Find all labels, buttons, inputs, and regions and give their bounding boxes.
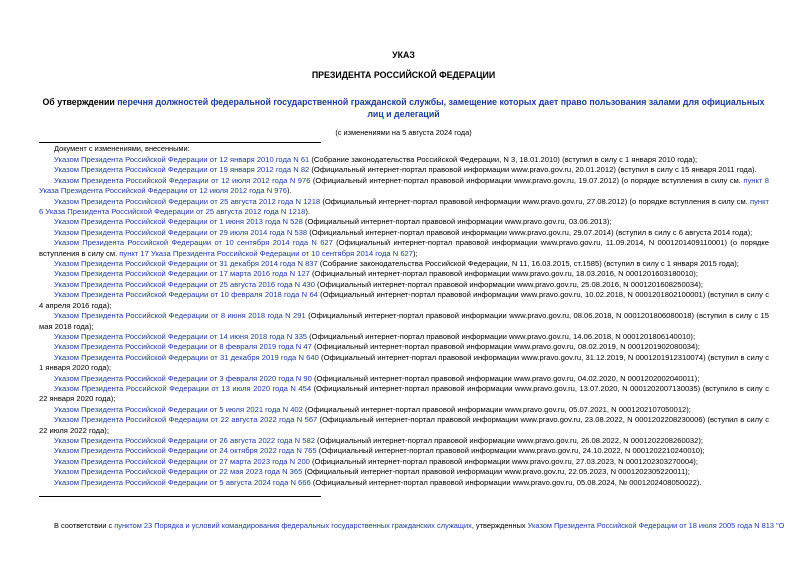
preamble-link-1[interactable]: пунктом 23 Порядка и условий командирования федеральных государственных гражданских служащих (114, 521, 472, 530)
amendment-link[interactable]: Указом Президента Российской Федерации от 31 декабря 2014 года N 837 (54, 259, 318, 269)
amendment-link[interactable]: Указом Президента Российской Федерации от 10 сентября 2014 года N 627 (54, 238, 333, 248)
amendment-link[interactable]: Указом Президента Российской Федерации от 3 февраля 2020 года N 90 (54, 373, 312, 383)
amendment-link[interactable]: Указом Президента Российской Федерации от 1 июня 2013 года N 528 (54, 217, 303, 227)
amendment-source: (Официальный интернет-портал правовой информации www.pravo.gov.ru, 24.10.2022, N 0001202210240010); (316, 446, 705, 456)
title-prefix: Об утверждении (42, 97, 118, 107)
amendment-link[interactable]: Указом Президента Российской Федерации от 17 марта 2016 года N 127 (54, 269, 310, 279)
preamble-text-2: , утвержденных (471, 521, 528, 530)
amendment-source: (Официальный интернет-портал правовой информации www.pravo.gov.ru, 08.02.2019, N 0001201902080034); (311, 342, 700, 352)
decree-issuer: ПРЕЗИДЕНТА РОССИЙСКОЙ ФЕДЕРАЦИИ (311, 70, 496, 80)
amendment-source: (Официальный интернет-портал правовой информации www.pravo.gov.ru, 20.01.2012) (вступил в силу с 15 января 2011 года). (309, 165, 757, 175)
document-title (36, 97, 771, 120)
amendment-item (39, 353, 769, 374)
amendment-source: (Официальный интернет-портал правовой информации www.pravo.gov.ru, 23.08.2022, N 0001202208230006) (вступил в силу с 22 июля 2022 года); (39, 415, 769, 435)
decree-heading: УКАЗ (392, 50, 415, 60)
amendment-link[interactable]: Указом Президента Российской Федерации от 5 июля 2021 года N 402 (54, 404, 303, 414)
amendment-link[interactable]: Указом Президента Российской Федерации от 8 июня 2018 года N 291 (54, 311, 306, 321)
amendment-link[interactable]: Указом Президента Российской Федерации от 22 августа 2022 года N 567 (54, 415, 318, 425)
amendment-link[interactable]: Указом Президента Российской Федерации от 13 июля 2020 года N 454 (54, 383, 312, 393)
amendment-item (39, 436, 769, 446)
amendment-link[interactable]: Указом Президента Российской Федерации от 25 августа 2016 года N 430 (54, 279, 315, 289)
amendment-link[interactable]: Указом Президента Российской Федерации от 29 июля 2014 года N 538 (54, 227, 308, 237)
amendment-source: (Официальный интернет-портал правовой информации www.pravo.gov.ru, 05.08.2024, № 0001202408050022). (310, 477, 702, 487)
amendment-item (39, 415, 769, 436)
amendment-source: (Официальный интернет-портал правовой информации www.pravo.gov.ru, 04.02.2020, N 0001202002040011); (311, 373, 700, 383)
amendment-link[interactable]: Указом Президента Российской Федерации от 26 августа 2022 года N 582 (54, 435, 315, 445)
amendment-item (39, 467, 769, 477)
amendment-link[interactable]: Указом Президента Российской Федерации от 24 октября 2022 года N 765 (54, 446, 317, 456)
amendment-item (39, 457, 769, 467)
amendment-item (39, 332, 769, 342)
amendment-source: (Официальный интернет-портал правовой информации www.pravo.gov.ru, 08.06.2018, N 0001201806080018) (вступил в силу с 15 мая 2018 года); (39, 311, 769, 331)
amendment-clause-link[interactable]: пункт 8 Указа Президента Российской Федерации от 12 июля 2012 года N 976 (39, 175, 769, 196)
amendment-source: (Официальный интернет-портал правовой информации www.pravo.gov.ru, 29.07.2014) (вступил в силу с 6 августа 2014 года); (307, 227, 753, 237)
amendment-clause-tail: ). (286, 186, 292, 196)
amendment-item (39, 290, 769, 311)
amendment-source: (Официальный интернет-портал правовой информации www.pravo.gov.ru, 14.06.2018, N 0001201806140010); (307, 331, 696, 341)
amendment-item (39, 446, 769, 456)
amendment-link[interactable]: Указом Президента Российской Федерации от 14 июня 2018 года N 335 (54, 331, 308, 341)
amendment-source: (Официальный интернет-портал правовой информации www.pravo.gov.ru, 03.06.2013); (302, 217, 612, 227)
amendment-source: (Собрание законодательства Российской Федерации, N 3, 18.01.2010) (вступил в силу с 1 января 2010 года); (309, 155, 698, 164)
amendment-item (39, 228, 769, 238)
amendment-source: (Официальный интернет-портал правовой информации www.pravo.gov.ru, 26.08.2022, N 0001202208260032); (314, 435, 703, 445)
amendment-link[interactable]: Указом Президента Российской Федерации от 12 января 2010 года N 61 (54, 155, 310, 164)
amendments-heading: Документ с изменениями, внесенными: (54, 144, 190, 153)
amendment-clause-link[interactable]: пункт 17 Указа Президента Российской Федерации от 10 сентября 2014 года N 627 (119, 248, 413, 258)
amendment-item (39, 384, 769, 405)
amendments-list (39, 155, 769, 488)
amendment-clause-tail: ). (305, 207, 310, 217)
amendment-source: (Официальный интернет-портал правовой информации www.pravo.gov.ru, 25.08.2016, N 0001201608250034); (314, 279, 703, 289)
top-divider (39, 142, 321, 143)
amendment-item (39, 238, 769, 259)
amendment-item (39, 155, 769, 165)
title-link[interactable]: перечня должностей федеральной государственной гражданской службы, замещение которых дает право пользования залами для официальных лиц и делегаций (117, 97, 765, 119)
amendment-link[interactable]: Указом Президента Российской Федерации от 27 марта 2023 года N 200 (54, 456, 310, 466)
amendment-source: (Официальный интернет-портал правовой информации www.pravo.gov.ru, 27.08.2012) (о порядке вступления в силу см. (320, 196, 750, 206)
amendment-item (39, 311, 769, 332)
amendment-item (39, 197, 769, 218)
amendment-link[interactable]: Указом Президента Российской Федерации от 12 июля 2012 года N 976 (54, 175, 311, 185)
amendment-item (39, 280, 769, 290)
amendment-item (39, 374, 769, 384)
amendment-source: (Официальный интернет-портал правовой информации www.pravo.gov.ru, 18.03.2016, N 0001201603180010); (309, 269, 698, 279)
amendment-source: (Официальный интернет-портал правовой информации www.pravo.gov.ru, 05.07.2021, N 0001202107050012); (302, 404, 691, 414)
amendment-source: (Официальный интернет-портал правовой информации www.pravo.gov.ru, 27.03.2023, N 0001202303270004); (309, 456, 698, 466)
amendment-item (39, 176, 769, 197)
amendment-source: (Официальный интернет-портал правовой информации www.pravo.gov.ru, 31.12.2019, N 0001201912310074) (вступил в силу с 1 января 2020 года); (39, 352, 770, 373)
amendment-link[interactable]: Указом Президента Российской Федерации от 5 августа 2024 года N 666 (54, 477, 311, 487)
amendment-link[interactable]: Указом Президента Российской Федерации от 31 декабря 2019 года N 640 (54, 352, 319, 362)
amendment-source: (Официальный интернет-портал правовой информации www.pravo.gov.ru, 22.05.2023, N 0001202305220011); (302, 467, 690, 477)
amendment-item (39, 478, 769, 488)
amendment-item (39, 259, 769, 269)
amendment-link[interactable]: Указом Президента Российской Федерации от 8 февраля 2019 года N 47 (54, 342, 312, 352)
preamble-link-2[interactable]: Указом Президента Российской Федерации от 18 июля 2005 года N 813 "О (527, 521, 785, 530)
amendment-source: (Собрание законодательства Российской Федерации, N 11, 16.03.2015, ст.1585) (вступил в силу с 1 января 2015 года); (317, 259, 739, 269)
amendment-item (39, 217, 769, 227)
preamble-text-1: В соответствии с (54, 521, 115, 530)
amendment-clause-tail: ); (413, 248, 418, 258)
preamble-paragraph (39, 521, 807, 530)
amendment-clause-link[interactable]: пункт 6 Указа Президента Российской Федерации от 25 августа 2012 года N 1218 (39, 196, 769, 217)
amendment-source: (Официальный интернет-портал правовой информации www.pravo.gov.ru, 13.07.2020, N 0001202007130035) (вступило в силу с 22 января 2020 года); (39, 383, 770, 404)
amendment-item (39, 342, 769, 352)
amendment-link[interactable]: Указом Президента Российской Федерации от 19 января 2012 года N 82 (54, 165, 310, 175)
revision-note: (с изменениями на 5 августа 2024 года) (335, 128, 472, 137)
bottom-divider (39, 496, 321, 497)
amendment-link[interactable]: Указом Президента Российской Федерации от 25 августа 2012 года N 1218 (54, 196, 321, 206)
amendment-item (39, 405, 769, 415)
amendment-link[interactable]: Указом Президента Российской Федерации от 22 мая 2023 года N 365 (54, 467, 303, 477)
amendment-link[interactable]: Указом Президента Российской Федерации от 10 февраля 2018 года N 64 (54, 290, 318, 300)
amendment-source: (Официальный интернет-портал правовой информации www.pravo.gov.ru, 11.09.2014, N 0001201409110001) (о порядке вступления в силу см. (39, 238, 769, 258)
amendment-source: (Официальный интернет-портал правовой информации www.pravo.gov.ru, 10.02.2018, N 0001201802100001) (вступил в силу с 4 апреля 2016 года); (39, 290, 769, 310)
amendment-source: (Официальный интернет-портал правовой информации www.pravo.gov.ru, 19.07.2012) (о порядке вступления в силу см. (310, 175, 744, 185)
amendment-item (39, 165, 769, 175)
amendment-item (39, 269, 769, 279)
